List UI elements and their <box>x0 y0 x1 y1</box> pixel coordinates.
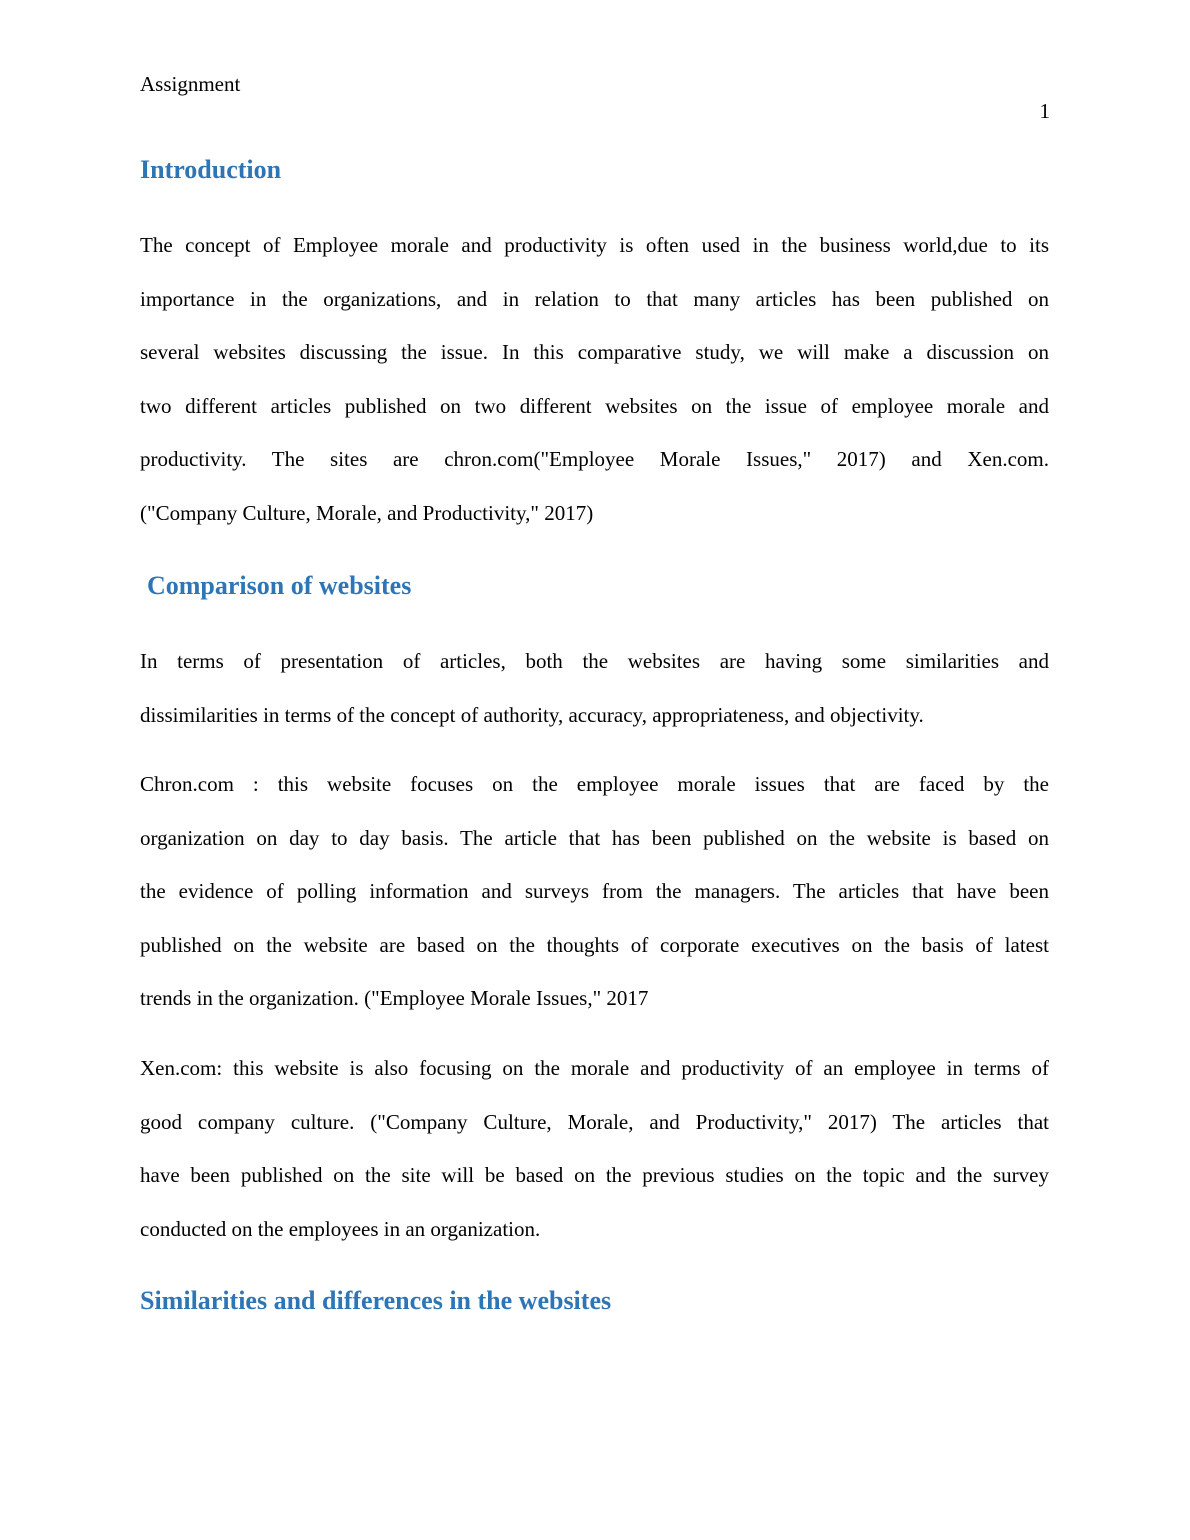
paragraph-line: Xen.com: this website is also focusing on the morale and productivity of an employee in terms of <box>140 1056 1049 1080</box>
paragraph-line: organization on day to day basis. The article that has been published on the website is based on <box>140 825 1049 850</box>
heading-comparison: Comparison of websites <box>147 571 412 600</box>
paragraph-line: dissimilarities in terms of the concept of authority, accuracy, appropriateness, and objectivity. <box>140 702 924 727</box>
paragraph-xen <box>140 1042 1049 1256</box>
paragraph-line: In terms of presentation of articles, both the websites are having some similarities and <box>140 649 1049 673</box>
paragraph-line: Chron.com : this website focuses on the employee morale issues that are faced by the <box>140 772 1049 796</box>
heading-similarities: Similarities and differences in the websites <box>140 1286 612 1315</box>
paragraph-comparison-intro <box>140 635 1049 742</box>
paragraph-line: good company culture. ("Company Culture, Morale, and Productivity," 2017) The articles that <box>140 1109 1049 1134</box>
paragraph-line: published on the website are based on the thoughts of corporate executives on the basis of latest <box>140 932 1049 957</box>
page-number: 1 <box>1039 99 1050 123</box>
paragraph-line: trends in the organization. ("Employee Morale Issues," 2017 <box>140 986 649 1011</box>
paragraph-line: two different articles published on two different websites on the issue of employee morale and <box>140 393 1049 418</box>
heading-introduction: Introduction <box>140 155 282 184</box>
paragraph-line: The concept of Employee morale and productivity is often used in the business world,due to its <box>140 233 1049 257</box>
paragraph-chron <box>140 758 1049 1026</box>
paragraph-line: conducted on the employees in an organization. <box>140 1216 541 1241</box>
paragraph-line: importance in the organizations, and in relation to that many articles has been published on <box>140 286 1049 311</box>
paragraph-line: the evidence of polling information and surveys from the managers. The articles that have been <box>140 879 1049 904</box>
paragraph-line: ("Company Culture, Morale, and Productivity," 2017) <box>140 500 594 525</box>
paragraph-line: have been published on the site will be based on the previous studies on the topic and the survey <box>140 1163 1049 1188</box>
paragraph-line: several websites discussing the issue. In this comparative study, we will make a discussion on <box>140 340 1049 365</box>
paragraph-line: productivity. The sites are chron.com("Employee Morale Issues," 2017) and Xen.com. <box>140 447 1049 472</box>
running-head: Assignment <box>140 72 241 96</box>
paragraph-introduction <box>140 219 1049 541</box>
